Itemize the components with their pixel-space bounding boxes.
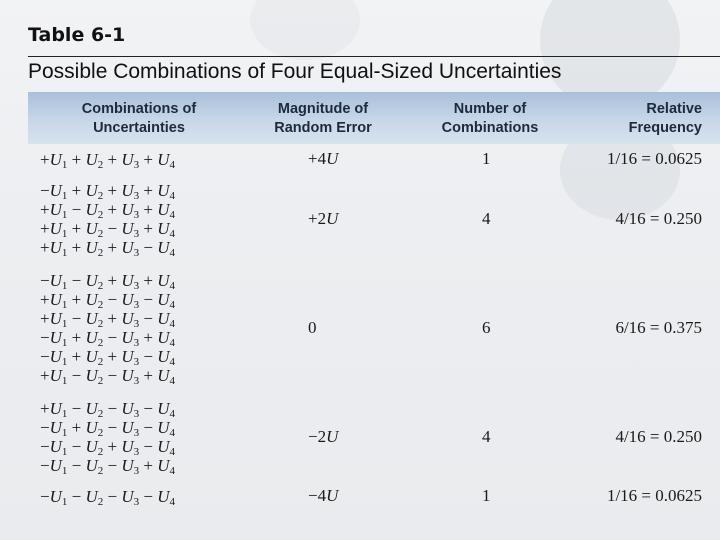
combination-row: $-U_1 + U_2 + U_3 - U_4$ xyxy=(40,347,175,368)
combination-row: $-U_1 - U_2 + U_3 + U_4$ xyxy=(40,271,175,292)
column-header-magnitude: Magnitude of Random Error xyxy=(274,101,372,136)
table-label: Table 6-1 xyxy=(28,24,126,46)
combination-row: $-U_1 + U_2 - U_3 + U_4$ xyxy=(40,328,175,349)
combination-row: $-U_1 - U_2 - U_3 + U_4$ xyxy=(40,456,175,477)
combination-row: $+U_1 + U_2 + U_3 - U_4$ xyxy=(40,238,175,259)
combination-row: $-U_1 + U_2 - U_3 - U_4$ xyxy=(40,418,175,439)
combination-row: $+U_1 - U_2 - U_3 + U_4$ xyxy=(40,366,175,387)
count-value: 4 xyxy=(482,209,491,228)
magnitude-value: −4U xyxy=(308,486,339,505)
frequency-value: 4/16 = 0.250 xyxy=(615,427,702,446)
combination-row: $-U_1 - U_2 - U_3 - U_4$ xyxy=(40,487,175,508)
combination-row: $+U_1 + U_2 + U_3 + U_4$ xyxy=(40,150,175,171)
magnitude-value: 0 xyxy=(308,318,317,337)
combination-row: $-U_1 + U_2 + U_3 + U_4$ xyxy=(40,181,175,202)
count-value: 1 xyxy=(482,149,491,168)
top-rule xyxy=(28,56,720,57)
bleed-through-shape xyxy=(250,0,360,60)
magnitude-value: +2U xyxy=(308,209,339,228)
combination-row: $-U_1 - U_2 + U_3 - U_4$ xyxy=(40,437,175,458)
frequency-value: 6/16 = 0.375 xyxy=(615,318,702,337)
combination-row: $+U_1 - U_2 + U_3 - U_4$ xyxy=(40,309,175,330)
column-header-combinations: Combinations of Uncertainties xyxy=(81,101,197,136)
table-title: Possible Combinations of Four Equal-Sized Uncertainties xyxy=(28,60,562,83)
column-header-frequency: Relative Frequency xyxy=(628,101,702,136)
combination-row: $+U_1 - U_2 + U_3 + U_4$ xyxy=(40,200,175,221)
frequency-value: 1/16 = 0.0625 xyxy=(606,149,702,168)
frequency-value: 1/16 = 0.0625 xyxy=(606,486,702,505)
frequency-value: 4/16 = 0.250 xyxy=(615,209,702,228)
combination-row: $+U_1 - U_2 - U_3 - U_4$ xyxy=(40,399,175,420)
count-value: 4 xyxy=(482,427,491,446)
count-value: 1 xyxy=(482,486,491,505)
magnitude-value: −2U xyxy=(308,427,339,446)
combination-row: $+U_1 + U_2 - U_3 - U_4$ xyxy=(40,290,175,311)
column-header-number: Number of Combinations xyxy=(441,101,539,136)
combination-row: $+U_1 + U_2 - U_3 + U_4$ xyxy=(40,219,175,240)
magnitude-value: +4U xyxy=(308,149,339,168)
count-value: 6 xyxy=(482,318,491,337)
